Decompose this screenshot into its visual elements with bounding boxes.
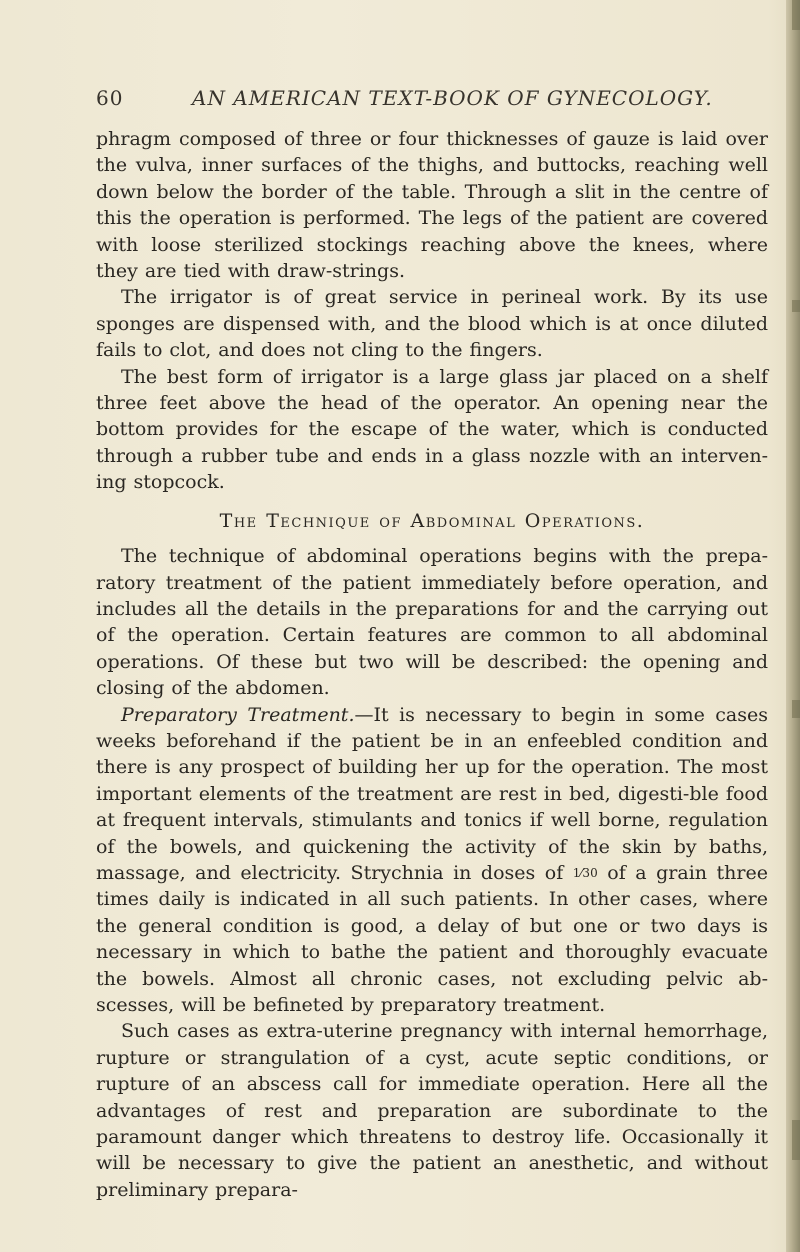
paragraph: Such cases as extra-uterine pregnancy with internal hemorrhage, rupture or strangulation of a cyst, acute septic conditions, or rupture of an abscess call for immediate operation. Here all the advantages of rest and preparation are subordinate to the paramount danger which threatens to destroy life. Occasionally it will be necessary to give the patient an anesthetic, and without preliminary prepara- [96, 1020, 768, 1201]
paragraph [96, 702, 768, 1019]
page-number: 60 [96, 86, 124, 110]
paragraph-text: —It is necessary to begin in some cases weeks beforehand if the patient be in an enfeebled condition and there is any prospect of building her up for the operation. The most important elements of the treatment are rest in bed, digesti-ble food at frequent intervals, stimulants and tonics if well borne, regulation of the bowels, and quickening the activity of the skin by baths, massage, and electricity. Strychnia in doses of [96, 703, 768, 884]
paragraph: The irrigator is of great service in perineal work. By its use sponges are dispensed with, and the blood which is at once diluted fails to clot, and does not cling to the fingers. [96, 286, 768, 362]
edge-shadow [792, 0, 800, 30]
edge-shadow [792, 1120, 800, 1160]
section-heading: The Technique of Abdominal Operations. [219, 509, 645, 532]
edge-shadow [792, 300, 800, 312]
fraction: 1⁄30 [572, 865, 598, 880]
subsection-label: Preparatory Treatment. [121, 703, 355, 726]
paragraph: The best form of irrigator is a large glass jar placed on a shelf three feet above the head of the operator. An opening near the bottom provides for the escape of the water, which is conducted through a rubber tube and ends in a glass nozzle with an interven-ing stopcock. [96, 365, 768, 494]
page-edge [786, 0, 800, 1252]
body-text [96, 126, 768, 1203]
running-title: AN AMERICAN TEXT-BOOK OF GYNECOLOGY. [192, 86, 713, 110]
paragraph-text: of a grain three times daily is indicated in all such patients. In other cases, where the general condition is good, a delay of but one or two days is necessary in which to bathe the patient and thoroughly evacuate the bowels. Almost all chronic cases, not excluding pelvic ab-scesses, will be befineted by preparatory treatment. [96, 861, 768, 1016]
paragraph: The technique of abdominal operations begins with the prepa-ratory treatment of the patient immediately before operation, and includes all the details in the preparations for and the carrying out of the operation. Certain features are common to all abdominal operations. Of these but two will be described: the opening and closing of the abdomen. [96, 545, 768, 700]
paragraph: phragm composed of three or four thicknesses of gauze is laid over the vulva, inner surfaces of the thighs, and buttocks, reaching well down below the border of the table. Through a slit in the centre of this the operation is performed. The legs of the patient are covered with loose sterilized stockings reaching above the knees, where they are tied with draw-strings. [96, 128, 768, 283]
edge-shadow [792, 700, 800, 718]
